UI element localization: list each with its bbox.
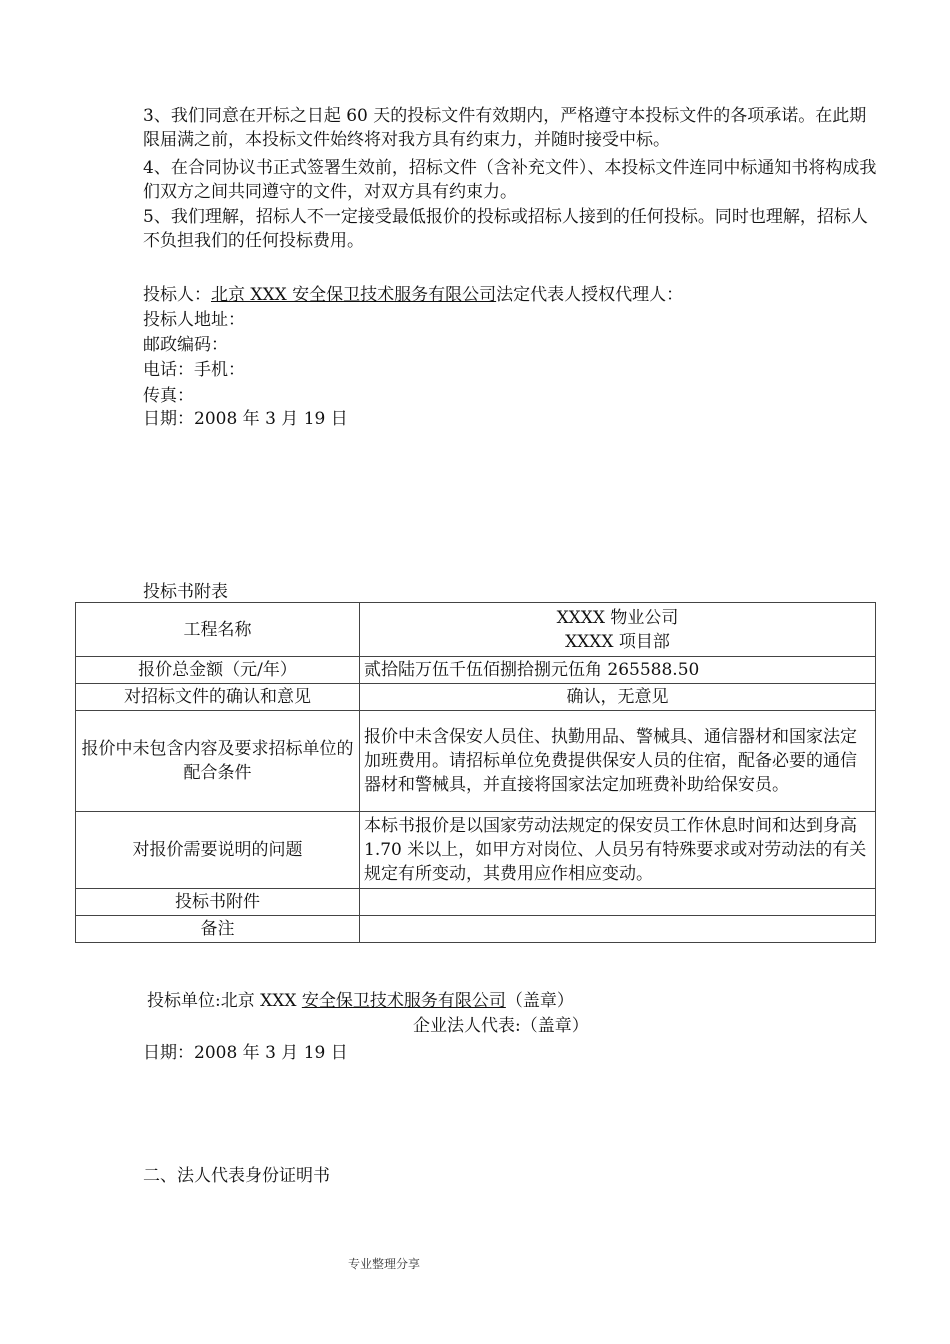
signature-legal-rep: 企业法人代表:（盖章） xyxy=(413,1016,589,1036)
row-label: 对报价需要说明的问题 xyxy=(76,812,360,889)
signature-unit-company: 安全保卫技术服务有限公司 xyxy=(301,991,506,1011)
row-value: 报价中未含保安人员住、执勤用品、警械具、通信器材和国家法定加班费用。请招标单位免费提供保安人员的住宿，配备必要的通信器材和警械具，并直接将国家法定加班费补助给保安员。 xyxy=(360,711,876,812)
footer-note: 专业整理分享 xyxy=(348,1257,421,1271)
signature-unit-line xyxy=(147,989,574,1013)
table-row xyxy=(76,684,876,711)
clause-4: 4、在合同协议书正式签署生效前，招标文件（含补充文件）、本投标文件连同中标通知书将构成我们双方之间共同遵守的文件，对双方具有约束力。 xyxy=(143,158,877,202)
table-row xyxy=(76,916,876,943)
project-name-line-1: XXXX 物业公司 xyxy=(556,607,679,628)
signature-seal: （盖章） xyxy=(505,991,574,1011)
row-value xyxy=(360,916,876,943)
table-row xyxy=(76,711,876,812)
row-label: 备注 xyxy=(76,916,360,943)
bidder-rep-label: 法定代表人授权代理人： xyxy=(496,285,684,305)
row-value: 本标书报价是以国家劳动法规定的保安员工作休息时间和达到身高 1.70 米以上，如甲方对岗位、人员另有特殊要求或对劳动法的有关规定有所变动，其费用应作相应变动。 xyxy=(360,812,876,889)
row-label: 对招标文件的确认和意见 xyxy=(76,684,360,711)
clause-3: 3、我们同意在开标之日起 60 天的投标文件有效期内，严格遵守本投标文件的各项承诺。在此期限届满之前，本投标文件始终将对我方具有约束力，并随时接受中标。 xyxy=(143,106,867,150)
row-value: 确认，无意见 xyxy=(360,684,876,711)
row-value xyxy=(360,603,876,657)
bidder-company: 北京 XXX 安全保卫技术服务有限公司 xyxy=(211,285,497,305)
row-label: 工程名称 xyxy=(76,603,360,657)
signature-date: 日期：2008 年 3 月 19 日 xyxy=(143,1043,348,1063)
signature-unit-label: 投标单位:北京 XXX xyxy=(147,991,302,1011)
row-label: 报价中未包含内容及要求招标单位的配合条件 xyxy=(76,711,360,812)
bidder-postcode: 邮政编码： xyxy=(143,335,228,355)
bidder-phone: 电话：手机： xyxy=(143,360,245,380)
bidder-label: 投标人： xyxy=(143,285,211,305)
table-row xyxy=(76,657,876,684)
bidder-date: 日期：2008 年 3 月 19 日 xyxy=(143,409,348,429)
row-label: 投标书附件 xyxy=(76,889,360,916)
appendix-table xyxy=(75,602,876,943)
row-label: 报价总金额（元/年） xyxy=(76,657,360,684)
table-row xyxy=(76,889,876,916)
bidder-address: 投标人地址： xyxy=(143,310,245,330)
project-name-line-2: XXXX 项目部 xyxy=(565,631,670,652)
bidder-line xyxy=(143,283,683,307)
bidder-fax: 传真： xyxy=(143,386,194,406)
table-row xyxy=(76,603,876,657)
row-value: 贰拾陆万伍千伍佰捌拾捌元伍角 265588.50 xyxy=(360,657,876,684)
appendix-caption: 投标书附表 xyxy=(143,582,228,602)
row-value xyxy=(360,889,876,916)
section-heading: 二、法人代表身份证明书 xyxy=(143,1166,330,1186)
table-row xyxy=(76,812,876,889)
clause-5: 5、我们理解，招标人不一定接受最低报价的投标或招标人接到的任何投标。同时也理解，招标人不负担我们的任何投标费用。 xyxy=(143,207,868,251)
